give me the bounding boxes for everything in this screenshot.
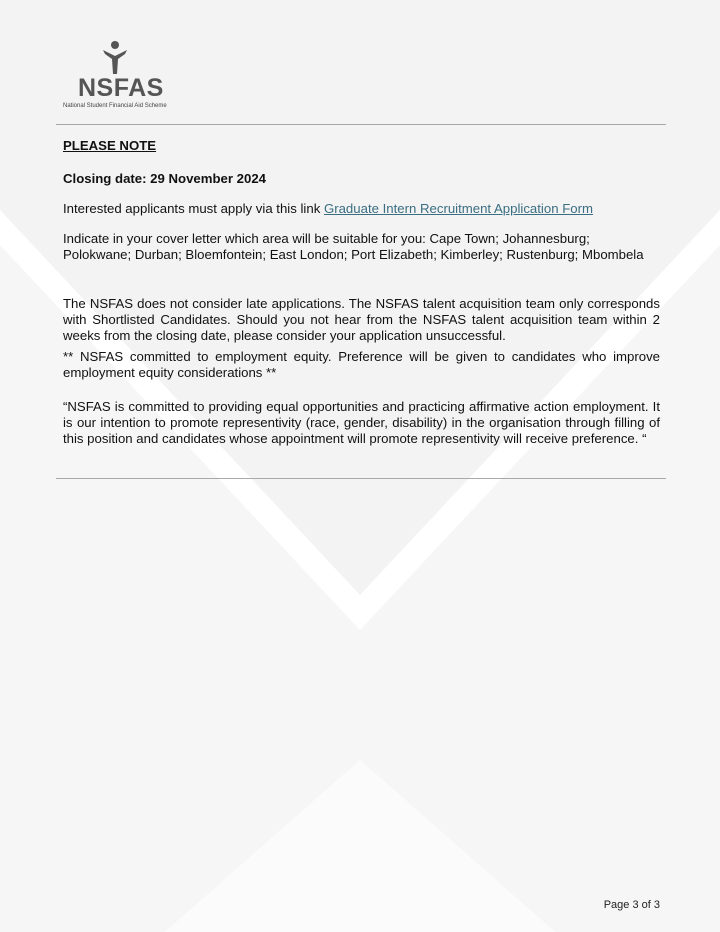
closing-date: Closing date: 29 November 2024 <box>63 171 267 186</box>
notice-heading: PLEASE NOTE <box>63 138 157 153</box>
page-number: Page 3 of 3 <box>603 899 660 911</box>
notice-body <box>63 138 660 447</box>
content-divider <box>56 478 666 479</box>
application-form-link[interactable]: Graduate Intern Recruitment Application Form <box>323 201 593 216</box>
commitment-paragraph: “NSFAS is committed to providing equal opportunities and practicing affirmative action employment. It is our intention to promote representivity (race, gender, disability) in the organisation through filling of this position and candidates whose appointment will promote representivity will receive preference. “ <box>63 399 660 446</box>
person-icon <box>102 40 128 76</box>
logo-wordmark: NSFAS <box>78 74 164 102</box>
apply-instructions <box>63 201 660 217</box>
late-applications-paragraph: The NSFAS does not consider late applications. The NSFAS talent acquisition team only corresponds with Shortlisted Candidates. Should you not hear from the NSFAS talent acquisition team within 2 weeks from the closing date, please consider your application unsuccessful. <box>63 296 660 343</box>
areas-paragraph: Indicate in your cover letter which area will be suitable for you: Cape Town; Johannesburg; Polokwane; Durban; Bloemfontein; East London; Port Elizabeth; Kimberley; Rustenburg; Mbombela <box>63 231 644 262</box>
equity-paragraph: ** NSFAS committed to employment equity. Preference will be given to candidates who improve employment equity considerations ** <box>63 349 660 380</box>
nsfas-logo <box>60 40 190 112</box>
apply-text: Interested applicants must apply via this link <box>63 201 324 216</box>
header-divider <box>56 124 666 125</box>
logo-subtitle: National Student Financial Aid Scheme <box>63 103 167 109</box>
